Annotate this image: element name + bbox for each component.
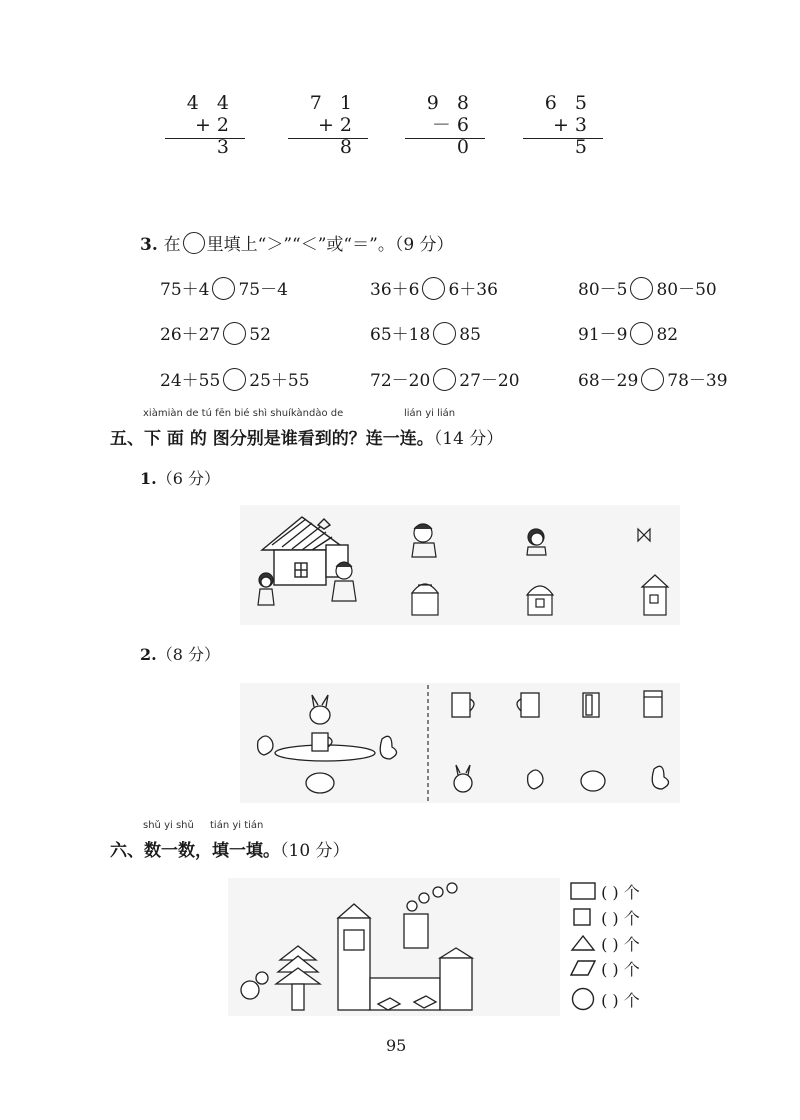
view-girl: [527, 529, 546, 555]
section-title-text: 五、下 面 的 图分别是谁看到的？连一连。: [110, 429, 434, 449]
cup-views: [452, 691, 662, 717]
figure-shapes-scene: [228, 878, 560, 1016]
section-5-title: [110, 424, 503, 449]
chick-body: [241, 981, 259, 999]
answer-circle[interactable]: [212, 277, 235, 300]
circle-icon: [183, 232, 205, 254]
right-tower-roof: [440, 948, 472, 958]
smoke-circle-4: [447, 883, 457, 893]
problem-bottom: －6 0: [431, 114, 475, 158]
smoke-circle-2: [419, 893, 429, 903]
count-blank[interactable]: ( ) 个: [601, 909, 640, 928]
compare-left: 24＋55: [160, 371, 221, 391]
compare-right: 78－39: [667, 371, 728, 391]
answer-circle[interactable]: [223, 368, 246, 391]
count-row-square: [570, 906, 640, 929]
page-number: 95: [386, 1036, 407, 1055]
answer-circle[interactable]: [223, 322, 246, 345]
section-score: （10 分）: [280, 841, 350, 861]
sub-number: 1.: [140, 469, 157, 488]
house-view-top: [642, 575, 668, 615]
smoke-circle-3: [433, 887, 443, 897]
count-row-parallelogram: [570, 957, 640, 980]
compare-right: 75－4: [238, 280, 288, 300]
section-5-pinyin-2: lián yi lián: [404, 408, 456, 419]
compare-item-2: [370, 275, 498, 300]
problem-bottom: +3 5: [552, 114, 593, 158]
circle-icon: [570, 987, 596, 1011]
problem-top: 7 1: [309, 92, 358, 114]
compare-right: 52: [249, 325, 271, 345]
compare-right: 85: [459, 325, 481, 345]
right-tower-body: [440, 958, 472, 1010]
compare-right: 25＋55: [249, 371, 310, 391]
section-6-pinyin: shǔ yi shǔ: [143, 820, 194, 831]
compare-left: 36＋6: [370, 280, 420, 300]
question-text-after: 里填上“＞”“＜”或“＝”。: [206, 235, 395, 255]
count-blank[interactable]: ( ) 个: [601, 883, 640, 902]
problem-top: 6 5: [544, 92, 593, 114]
compare-left: 91－9: [578, 325, 628, 345]
problem-bottom: +2 3: [194, 114, 235, 158]
triangle-icon: [570, 933, 596, 953]
compare-left: 65＋18: [370, 325, 431, 345]
vertical-problem-2: [288, 92, 368, 158]
answer-circle[interactable]: [433, 322, 456, 345]
count-blank[interactable]: ( ) 个: [601, 991, 640, 1010]
answer-circle[interactable]: [641, 368, 664, 391]
vertical-problem-1: [165, 92, 245, 158]
section-5-pinyin: xiàmiàn de tú fēn bié shì shuíkàndào de: [143, 408, 344, 419]
tower-roof: [338, 904, 370, 918]
view-butterfly: [638, 529, 650, 541]
compare-left: 80－5: [578, 280, 628, 300]
compare-item-1: [160, 275, 288, 300]
compare-left: 26＋27: [160, 325, 221, 345]
house-views-illustration: [240, 505, 680, 625]
count-blank[interactable]: ( ) 个: [601, 960, 640, 979]
section-title-text: 六、数一数，填一填。: [110, 841, 280, 861]
section-6-pinyin-2: tián yi tián: [210, 820, 264, 831]
vertical-problem-3: [405, 92, 485, 158]
sub-number: 2.: [140, 645, 157, 664]
compare-item-8: [370, 366, 520, 391]
compare-item-3: [578, 275, 717, 300]
question-text-before: 在: [163, 235, 181, 255]
count-row-rectangle: [570, 880, 640, 903]
shapes-scene-illustration: [228, 878, 560, 1016]
table-views-illustration: [240, 683, 680, 803]
view-boy: [412, 524, 436, 557]
answer-circle[interactable]: [630, 322, 653, 345]
house-view-front: [527, 586, 553, 615]
question-number: 3.: [140, 235, 158, 255]
house-scene: [262, 517, 348, 585]
question-score: （9 分）: [394, 235, 454, 255]
compare-item-4: [160, 320, 271, 345]
problem-top: 9 8: [426, 92, 475, 114]
answer-circle[interactable]: [422, 277, 445, 300]
chimney: [404, 914, 428, 948]
count-blank[interactable]: ( ) 个: [601, 935, 640, 954]
tower-window: [344, 930, 364, 950]
figure-table-views: [240, 683, 680, 803]
figure-house-views: [240, 505, 680, 625]
compare-left: 75＋4: [160, 280, 210, 300]
compare-item-7: [160, 366, 310, 391]
sub-question-1: [140, 466, 220, 489]
table-scene: [258, 695, 397, 793]
compare-right: 27－20: [459, 371, 520, 391]
vertical-problem-4: [523, 92, 603, 158]
square-icon: [570, 907, 596, 927]
parallelogram-icon: [570, 958, 596, 978]
compare-item-6: [578, 320, 678, 345]
house-view-round: [412, 584, 438, 615]
compare-item-5: [370, 320, 481, 345]
compare-item-9: [578, 366, 728, 391]
tree-trunk: [292, 984, 304, 1010]
sub-score: （8 分）: [156, 645, 220, 664]
problem-bottom: +2 8: [317, 114, 358, 158]
problem-top: 4 4: [186, 92, 235, 114]
compare-left: 68－29: [578, 371, 639, 391]
compare-left: 72－20: [370, 371, 431, 391]
section-6-title: [110, 836, 350, 861]
smoke-circle-1: [407, 901, 417, 911]
compare-right: 6＋36: [448, 280, 498, 300]
compare-right: 82: [656, 325, 679, 345]
girl-figure: [258, 573, 274, 605]
compare-right: 80－50: [656, 280, 717, 300]
answer-circle[interactable]: [433, 368, 456, 391]
count-row-triangle: [570, 932, 640, 955]
section-score: （14 分）: [433, 429, 504, 449]
sub-score: （6 分）: [156, 469, 220, 488]
answer-circle[interactable]: [630, 277, 653, 300]
question-3-title: [140, 230, 454, 255]
sub-question-2: [140, 642, 220, 665]
rectangle-icon: [570, 881, 596, 901]
animal-views: [454, 765, 669, 792]
count-row-circle: [570, 987, 640, 1011]
chick-head: [256, 972, 268, 984]
